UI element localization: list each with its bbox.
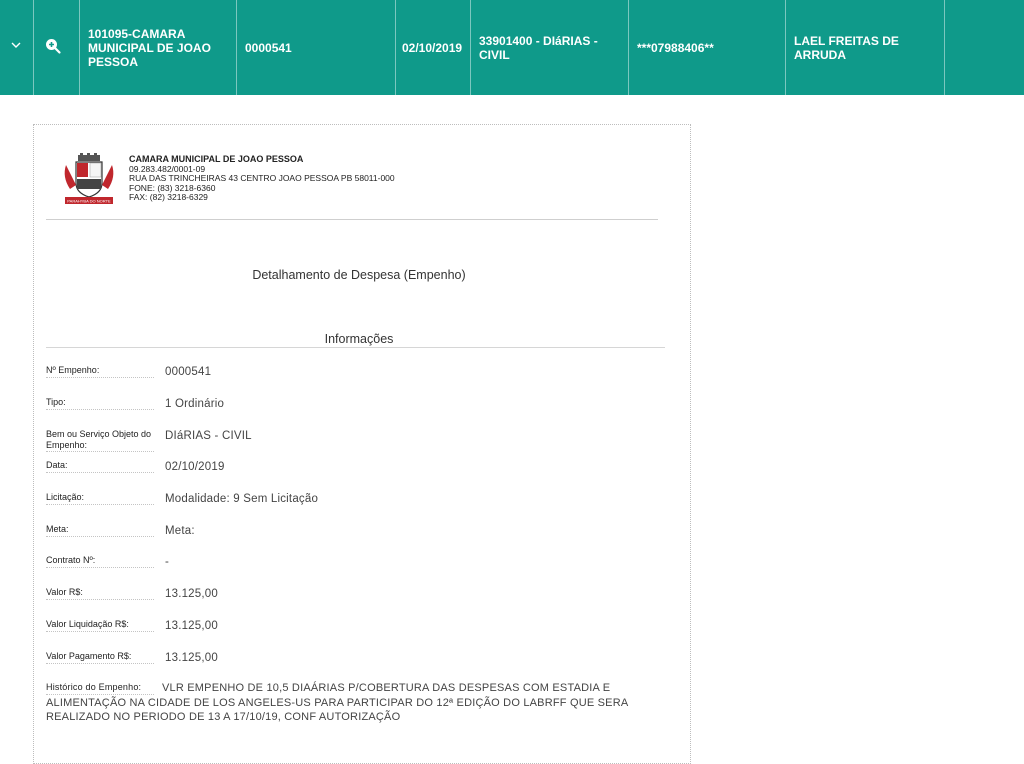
org-phone: FONE: (83) 3218-6360	[129, 182, 216, 193]
field-label: Valor Pagamento R$:	[46, 651, 154, 664]
cell-document	[629, 0, 786, 95]
field-value: Meta:	[165, 525, 195, 537]
cell-date	[396, 0, 471, 95]
field-value: DIáRIAS - CIVIL	[165, 430, 252, 442]
creditor-text: LAEL FREITAS DE ARRUDA	[794, 33, 899, 62]
field-label: Tipo:	[46, 397, 154, 410]
field-label: Meta:	[46, 524, 154, 537]
section-title: Informações	[324, 332, 394, 346]
field-value: 0000541	[165, 366, 212, 378]
view-cell[interactable]	[34, 0, 80, 95]
date-text: 02/10/2019	[402, 40, 463, 55]
element-text: 33901400 - DIáRIAS - CIVIL	[479, 33, 598, 62]
document-title: Detalhamento de Despesa (Empenho)	[252, 268, 466, 282]
field-label: Contrato Nº:	[46, 555, 154, 568]
expand-cell[interactable]	[0, 0, 34, 95]
field-label: Licitação:	[46, 492, 154, 505]
empenho-text: 0000541	[245, 40, 292, 55]
field-label: Data:	[46, 460, 154, 473]
section-divider	[46, 347, 665, 348]
field-value: 13.125,00	[165, 588, 218, 600]
expense-table-row[interactable]	[0, 0, 1024, 95]
org-address: RUA DAS TRINCHEIRAS 43 CENTRO JOAO PESSOA PB 58011-000	[129, 173, 395, 183]
field-value: -	[165, 556, 170, 568]
field-label: Bem ou Serviço Objeto do Empenho:	[46, 429, 154, 452]
field-label: Valor Liquidação R$:	[46, 619, 154, 632]
field-value: Modalidade: 9 Sem Licitação	[165, 493, 319, 505]
expense-detail-document	[33, 124, 691, 764]
field-historico	[46, 681, 666, 724]
cell-element	[471, 0, 629, 95]
cell-creditor	[786, 0, 945, 95]
header-divider	[46, 219, 658, 220]
org-cnpj: 09.283.482/0001-09	[129, 163, 206, 174]
document-text: ***07988406**	[637, 40, 714, 55]
coat-of-arms-logo	[62, 153, 116, 205]
field-label: Nº Empenho:	[46, 365, 154, 378]
cell-empty	[945, 0, 1024, 95]
org-fax: FAX: (82) 3218-6329	[129, 192, 208, 202]
cell-unit	[80, 0, 237, 95]
logo-motto: PARAHYBA DO NORTE	[67, 198, 111, 204]
cell-empenho	[237, 0, 396, 95]
org-name: CAMARA MUNICIPAL DE JOAO PESSOA	[129, 154, 304, 164]
field-value: 1 Ordinário	[165, 398, 225, 410]
field-label: Valor R$:	[46, 587, 154, 600]
field-label: Histórico do Empenho:	[46, 682, 154, 695]
field-value: 13.125,00	[165, 620, 218, 632]
org-header	[129, 155, 395, 203]
unit-text: 101095-CAMARA MUNICIPAL DE JOAO PESSOA	[88, 26, 211, 69]
historico-text: VLR EMPENHO DE 10,5 DIAÁRIAS P/COBERTURA DAS DESPESAS COM ESTADIA E ALIMENTAÇÃO NA CIDADE DE LOS ANGELES-US PARA PARTICIPAR DO 12ª EDIÇÃO DO LABRFF QUE SERA REALIZADO NO PERIODO DE 13 A 17/10/19, CONF AUTORIZAÇÃO	[46, 682, 628, 723]
field-value: 13.125,00	[165, 652, 218, 664]
field-value: 02/10/2019	[165, 461, 225, 473]
